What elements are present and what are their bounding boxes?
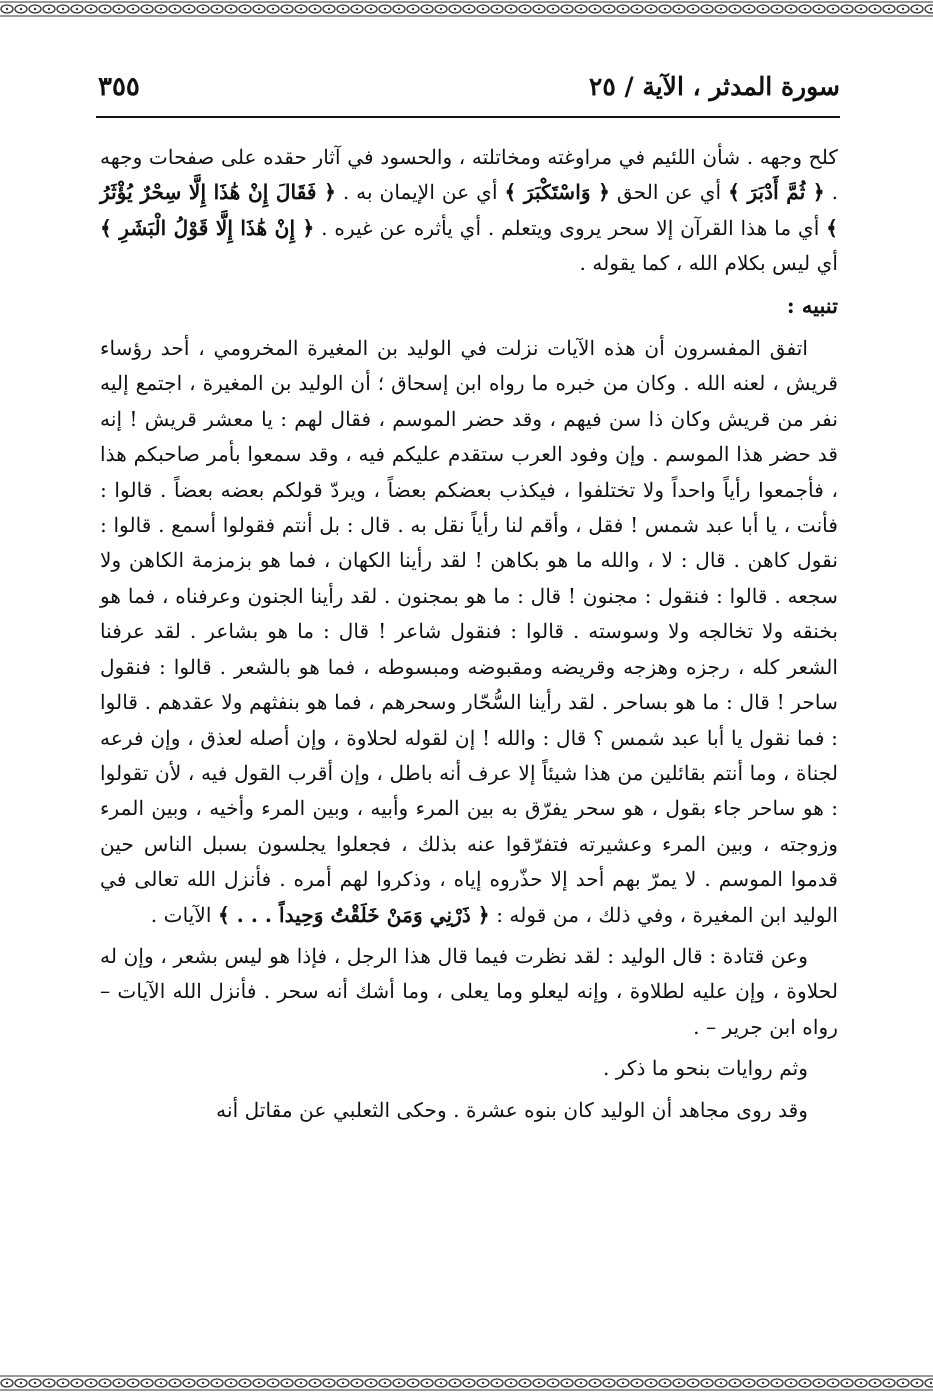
text-segment: الآيات . bbox=[150, 902, 212, 927]
header-divider bbox=[96, 116, 840, 118]
top-ornamental-border bbox=[0, 0, 933, 18]
paragraph-story bbox=[100, 331, 838, 933]
page-header bbox=[96, 66, 840, 108]
paragraph-qatada: وعن قتادة : قال الوليد : لقد نظرت فيما قال هذا الرجل ، فإذا هو ليس بشعر ، وإن له لحلاوة ، وإن عليه لطلاوة ، وإنه ليعلو وما يعلى ، وما أشك أنه سحر . فأنزل الله الآيات – رواه ابن جرير – . bbox=[100, 943, 838, 1039]
text-segment: اتفق المفسرون أن هذه الآيات نزلت في الوليد بن المغيرة المخرومي ، أحد رؤساء قريش ، لعنه الله . وكان من خبره ما رواه ابن إسحاق ؛ أن الوليد بن المغيرة ، اجتمع إليه نفر من قريش وكان ذا سن فيهم ، وقد حضر الموسم ، فقال لهم : يا معشر قريش ! إنه قد حضر هذا الموسم . وإن وفود العرب ستقدم عليكم فيه ، وقد سمعوا بأمر صاحبكم هذا ، فأجمعوا رأياً واحداً ولا تختلفوا ، فيكذب بعضكم بعضاً ، ويردّ قولكم بعضه بعضاً . قالوا : فأنت ، يا أبا عبد شمس ! فقل ، وأقم لنا رأياً نقل به . قال : بل أنتم فقولوا أسمع . قالوا : نقول كاهن . قال : لا ، والله ما هو بكاهن ! لقد رأينا الكهان ، فما هو بزمزمة الكاهن ولا سجعه . قالوا : فنقول : مجنون ! قال : ما هو بمجنون . لقد رأينا الجنون وعرفناه ، فما هو بخنقه ولا تخالجه ولا وسوسته . قالوا : فنقول شاعر ! قال : ما هو بشاعر . لقد عرفنا الشعر كله ، رجزه وهزجه وقريضه ومقبوضه ومبسوطه ، فما هو بالشعر . قالوا : فنقول ساحر ! قال : ما هو بساحر . لقد رأينا السُّحّار وسحرهم ، فما هو بنفثهم ولا عقدهم . قالوا : فما نقول يا أبا عبد شمس ؟ قال : والله ! إن لقوله لحلاوة ، وإن أصله لعذق ، وإن فرعه لجناة ، وما أنتم بقائلين من هذا شيئاً إلا عرف أنه باطل ، وإن أقرب القول فيه ، لأن تقولوا : هو ساحر جاء بقول ، هو سحر يفرّق به بين المرء وأبيه ، وبين المرء وأخيه ، وبين المرء وزوجته ، وبين المرء وعشيرته فتفرّقوا عنه بذلك ، فجعلوا يجلسون بسبل الناس حين قدموا الموسم . لا يمرّ بهم أحد إلا حذّروه إياه ، وذكروا لهم أمره . فأنزل الله تعالى في الوليد ابن المغيرة ، وفي ذلك ، من قوله : bbox=[100, 336, 838, 927]
quran-verse: ﴿ وَاسْتَكْبَرَ ﴾ bbox=[504, 180, 610, 205]
quran-verse: ﴿ ثُمَّ أَدْبَرَ ﴾ bbox=[728, 180, 825, 205]
section-heading: تنبيه : bbox=[786, 292, 838, 318]
paragraph-narrations: وثم روايات بنحو ما ذكر . bbox=[602, 1056, 808, 1081]
page-body bbox=[100, 140, 838, 1132]
bottom-ornamental-border bbox=[0, 1374, 933, 1392]
text-segment: أي عن الحق bbox=[616, 180, 722, 205]
quran-verse: ﴿ فَقَالَ إِنْ هَٰذَا إِلَّا سِحْرٌ يُؤْثَرُ ﴾ bbox=[100, 180, 839, 240]
page-number: ٣٥٥ bbox=[98, 72, 140, 102]
text-segment: كلح وجهه . شأن اللئيم في مراوغته ومخاتلته ، والحسود في آثار حقده على صفحات وجهه . bbox=[100, 145, 839, 205]
text-segment: أي ليس بكلام الله ، كما يقوله . bbox=[579, 251, 838, 276]
quran-verse: ﴿ إِنْ هَٰذَا إِلَّا قَوْلُ الْبَشَرِ ﴾ bbox=[100, 215, 315, 240]
paragraph-commentary bbox=[100, 140, 838, 282]
text-segment: أي ما هذا القرآن إلا سحر يروى ويتعلم . أي يأثره عن غيره . bbox=[321, 215, 820, 240]
quran-verse: ﴿ ذَرْنِي وَمَنْ خَلَقْتُ وَحِيداً . . . ﴾ bbox=[217, 902, 490, 927]
running-title: سورة المدثر ، الآية / ٢٥ bbox=[588, 72, 840, 101]
text-segment: أي عن الإيمان به . bbox=[342, 180, 498, 205]
paragraph-mujahid: وقد روى مجاهد أن الوليد كان بنوه عشرة . وحكى الثعلبي عن مقاتل أنه bbox=[216, 1097, 808, 1122]
